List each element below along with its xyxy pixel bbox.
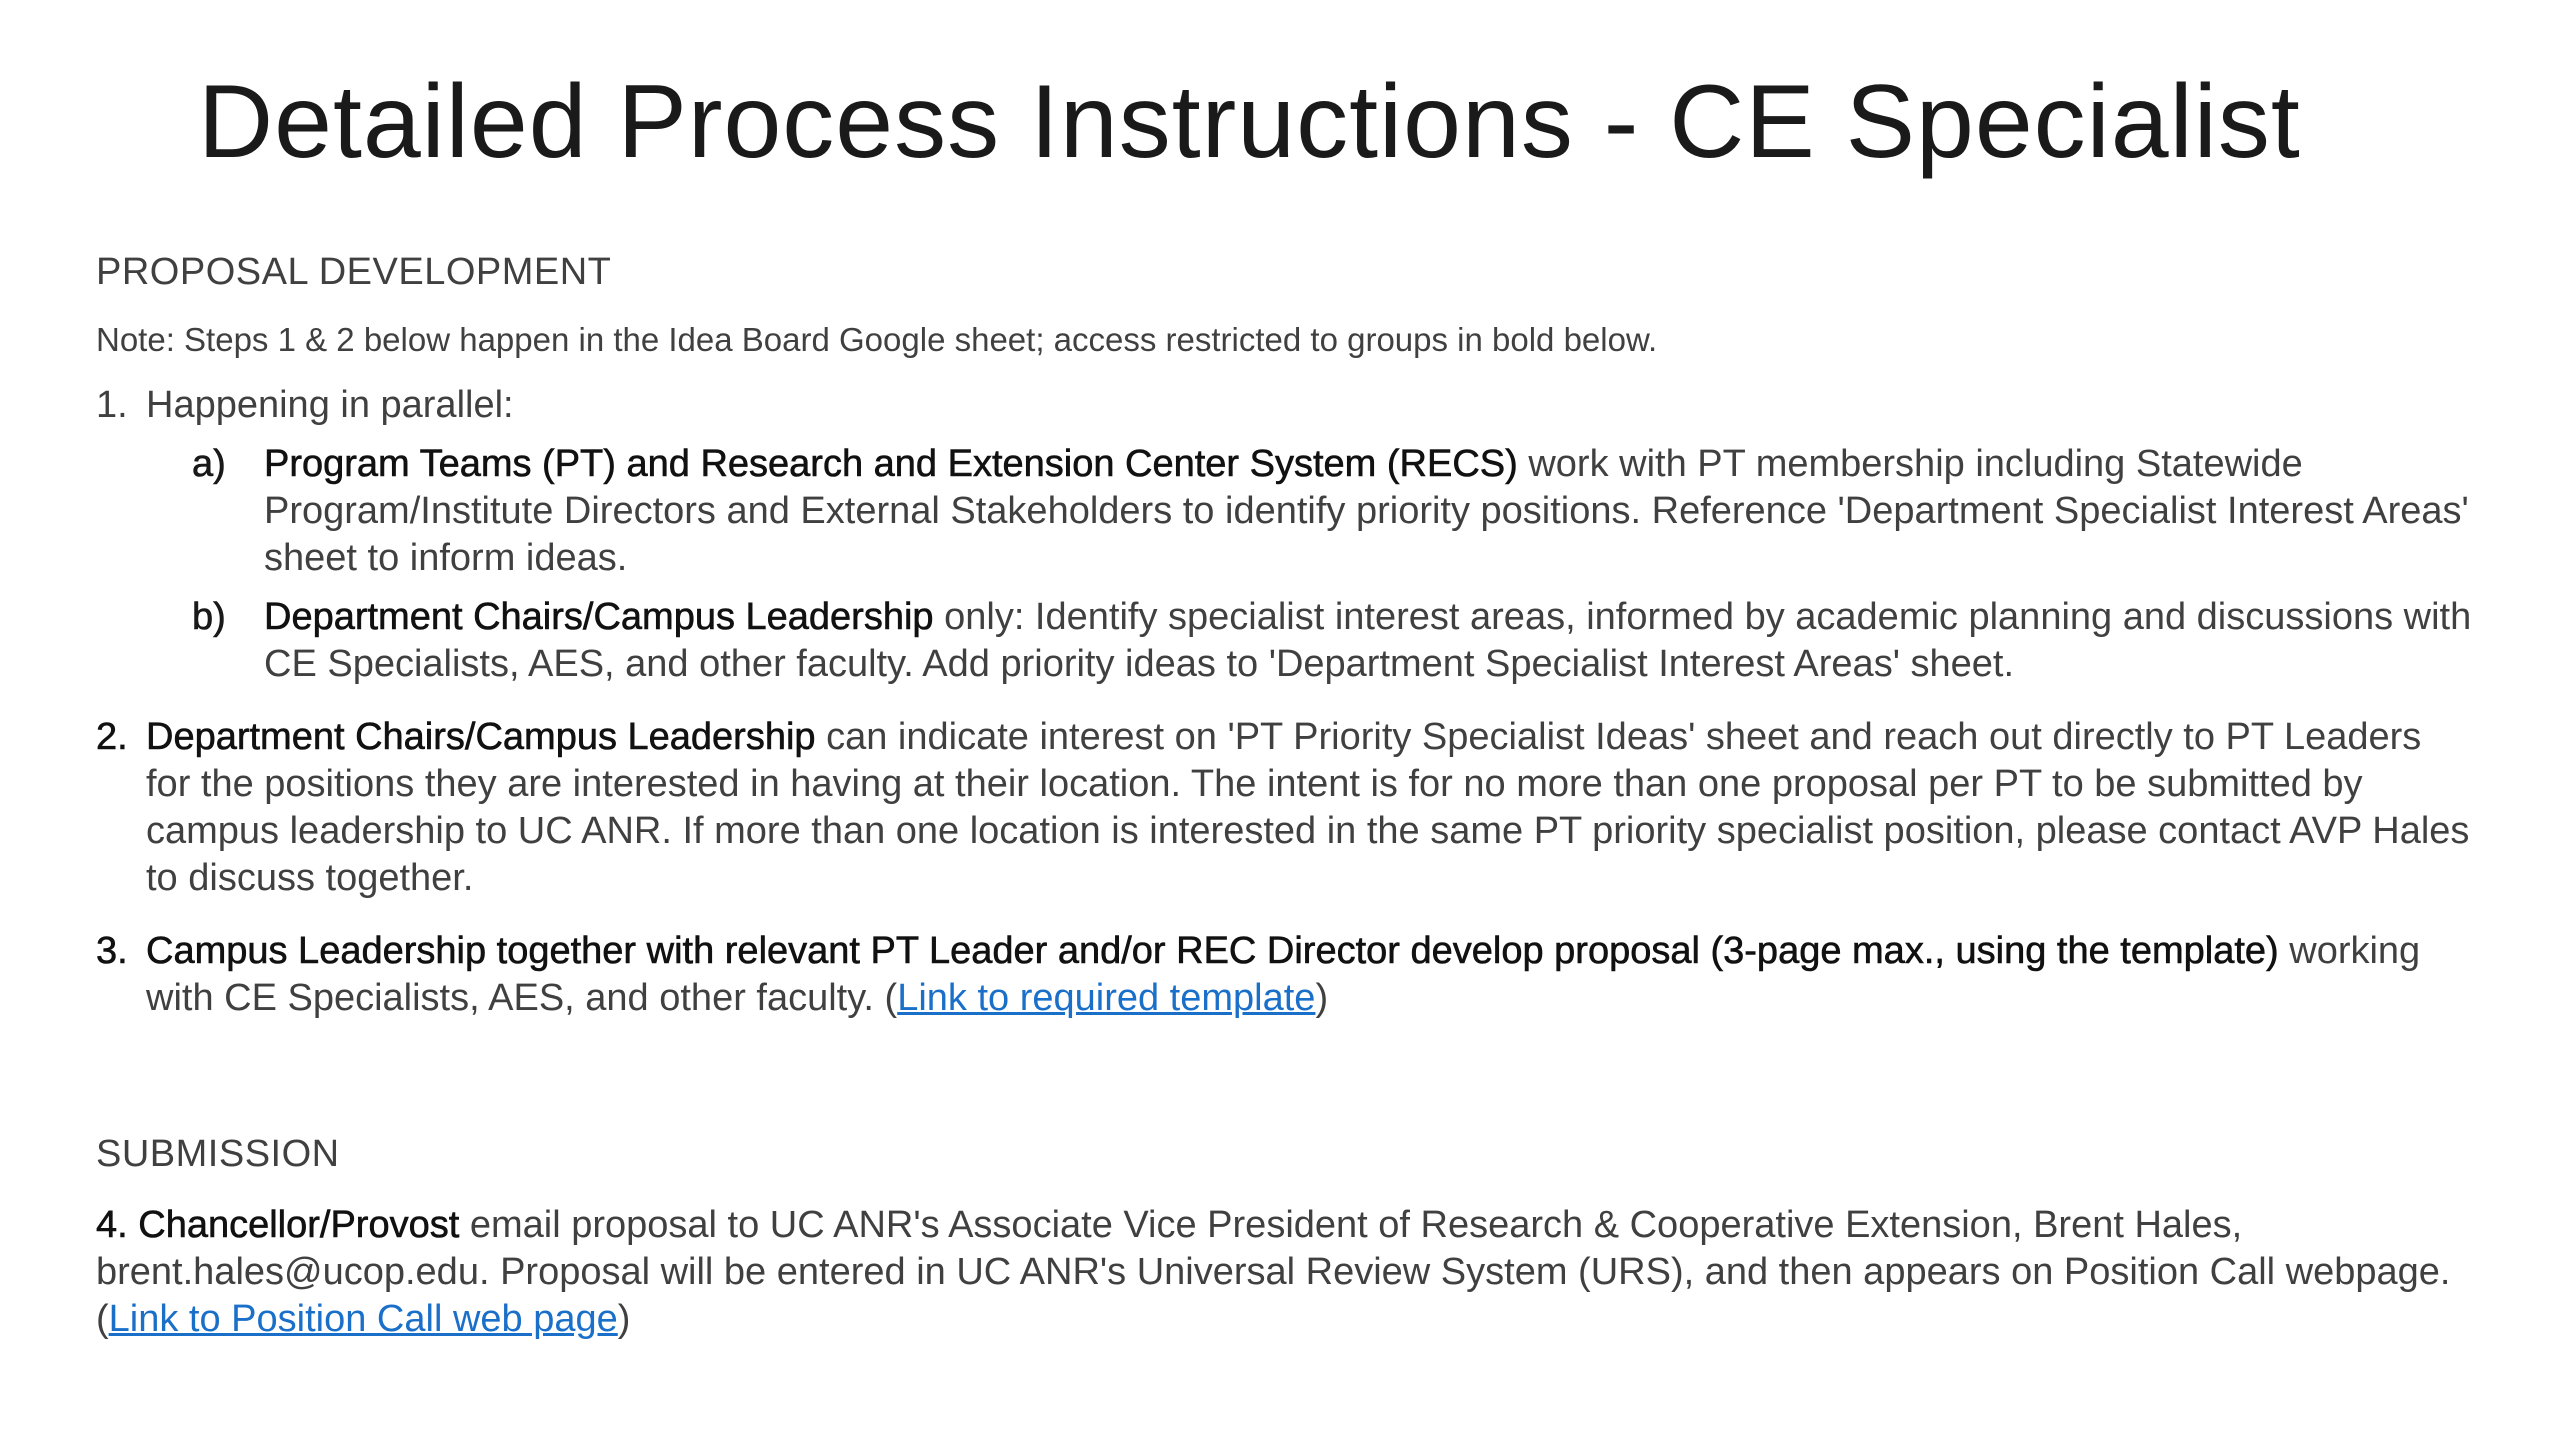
slide-title: Detailed Process Instructions - CE Specialist (198, 64, 2301, 180)
step-3-bold: Campus Leadership together with relevant PT Leader and/or REC Director develop proposal (3-page max., using the template) (146, 930, 2279, 973)
step-3 (96, 928, 2476, 1022)
idea-board-note: Note: Steps 1 & 2 below happen in the Idea Board Google sheet; access restricted to groups in bold below. (96, 321, 1658, 359)
step-1-text: Happening in parallel: (146, 384, 514, 427)
step-2-body (146, 714, 2476, 902)
step-1b-body (264, 594, 2476, 688)
step-4-text: email proposal to UC ANR's Associate Vice President of Research & Cooperative Extension, Brent Hales, brent.hales@ucop.edu. Proposal will be entered in UC ANR's Universal Review System (URS), and then appears on Position Call webpage. ( (96, 1203, 2451, 1340)
step-1a-body (264, 441, 2476, 582)
step-3-body (146, 928, 2476, 1022)
step-2-number: 2. (96, 716, 128, 759)
step-4-close: ) (617, 1297, 631, 1340)
step-1a-letter: a) (192, 443, 226, 486)
step-1 (96, 382, 2476, 429)
step-4 (96, 1202, 2476, 1343)
step-1a-text: work with PT membership including Statewide Program/Institute Directors and External Stakeholders to identify priority positions. Reference 'Department Specialist Interest Areas' sheet to inform ideas. (264, 443, 2469, 580)
step-2-text: can indicate interest on 'PT Priority Specialist Ideas' sheet and reach out directly to PT Leaders for the positions they are interested in having at their location. The intent is for no more than one proposal per PT to be submitted by campus leadership to UC ANR. If more than one location is interested in the same PT priority specialist position, please contact AVP Hales to discuss together. (146, 716, 2470, 900)
step-2 (96, 714, 2476, 902)
step-1b-letter: b) (192, 596, 226, 639)
step-1b (192, 594, 2476, 688)
step-2-bold: Department Chairs/Campus Leadership (146, 716, 816, 759)
required-template-link[interactable]: Link to required template (897, 977, 1316, 1020)
position-call-link[interactable]: Link to Position Call web page (108, 1297, 618, 1340)
step-1a-bold: Program Teams (PT) and Research and Extension Center System (RECS) (264, 443, 1518, 486)
submission-heading: SUBMISSION (96, 1133, 340, 1176)
step-1b-bold: Department Chairs/Campus Leadership (264, 596, 934, 639)
step-1-number: 1. (96, 384, 128, 427)
proposal-development-heading: PROPOSAL DEVELOPMENT (96, 251, 612, 293)
slide-content (96, 248, 2476, 1343)
step-4-bold: 4. Chancellor/Provost (96, 1203, 460, 1246)
step-3-text: working with CE Specialists, AES, and other faculty. ( (146, 930, 2421, 1020)
step-3-close: ) (1315, 977, 1329, 1020)
step-3-number: 3. (96, 930, 128, 973)
step-1a (192, 441, 2476, 582)
step-1b-text: only: Identify specialist interest areas, informed by academic planning and discussions with CE Specialists, AES, and other faculty. Add priority ideas to 'Department Specialist Interest Areas' sheet. (264, 596, 2472, 686)
